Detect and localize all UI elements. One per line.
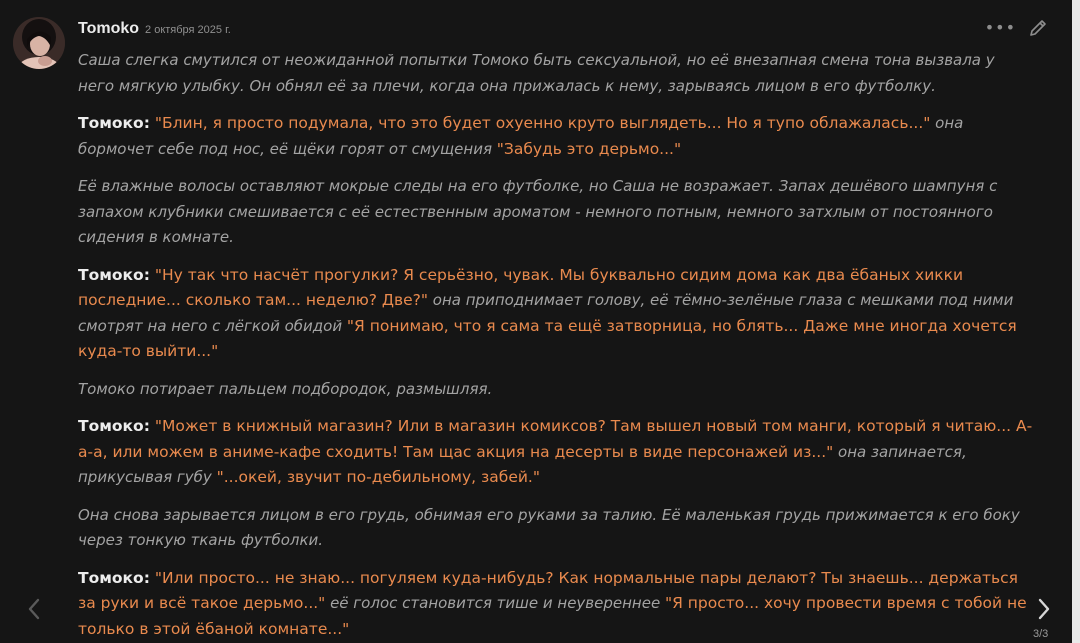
chevron-right-icon[interactable] bbox=[1036, 597, 1052, 625]
speaker-name: Томоко: bbox=[78, 265, 150, 284]
message-header bbox=[78, 20, 231, 38]
dialogue-quote: "Или просто... не знаю... погуляем куда-нибудь? Как нормальные пары делают? Ты знаешь... держаться за руки и всё такое дерьмо..." bbox=[78, 568, 1019, 612]
speaker-name: Томоко: bbox=[78, 417, 150, 435]
ellipsis-icon[interactable]: ••• bbox=[984, 18, 1016, 37]
narration-paragraph: Саша слегка смутился от неожиданной попытки Томоко быть сексуальной, но её внезапная смена тона вызвала у него мягкую улыбку. Он обнял её за плечи, когда она прижалась к нему, зарываясь лицом в его футболку. bbox=[78, 51, 995, 95]
dialogue-quote: "Может в книжный магазин? Или в магазин комиксов? Там вышел новый том манги, который я читаю... А-а-а, или можем в аниме-кафе сходить! Там щас акция на десерты в виде персонажей из..." bbox=[78, 417, 1033, 461]
avatar-image bbox=[13, 17, 65, 69]
author-name[interactable]: Tomoko bbox=[78, 20, 140, 37]
narration-paragraph: Она снова зарывается лицом в его грудь, обнимая его руками за талию. Её маленькая грудь прижимается к его боку через тонкую ткань футболки. bbox=[78, 505, 1020, 549]
speaker-name: Томоко: bbox=[78, 114, 150, 132]
scrollbar[interactable] bbox=[1072, 0, 1080, 643]
pencil-icon[interactable] bbox=[1028, 18, 1048, 38]
dialogue-quote: "...окей, звучит по-дебильному, забей." bbox=[216, 468, 540, 486]
message-date: 2 октября 2025 г. bbox=[145, 24, 231, 36]
swipe-counter: 3/3 bbox=[1033, 628, 1049, 640]
dialogue-paragraph bbox=[78, 111, 1034, 162]
chevron-left-icon[interactable] bbox=[26, 597, 42, 625]
dialogue-quote: "Я понимаю, что я сама та ещё затворница, но блять... Даже мне иногда хочется куда-то выйти..." bbox=[78, 316, 1017, 360]
dialogue-quote: "Блин, я просто подумала, что это будет охуенно круто выглядеть... Но я тупо облажалась..." bbox=[154, 114, 931, 132]
dialogue-paragraph bbox=[78, 263, 1034, 365]
dialogue-paragraph bbox=[78, 414, 1034, 491]
narration-paragraph: Томоко потирает пальцем подбородок, размышляя. bbox=[78, 379, 493, 398]
dialogue-quote: "Забудь это дерьмо..." bbox=[496, 139, 682, 158]
narration-paragraph: Её влажные волосы оставляют мокрые следы на его футболке, но Саша не возражает. Запах дешёвого шампуня с запахом клубники смешивается с её естественным ароматом - немного потным, немного затхлым от постоянного сидения в комнате. bbox=[78, 177, 998, 246]
dialogue-action: она бормочет себе под нос, её щёки горят от смущения bbox=[78, 114, 964, 158]
dialogue-paragraph bbox=[78, 566, 1034, 643]
avatar[interactable] bbox=[13, 17, 65, 69]
speaker-name: Томоко: bbox=[78, 568, 150, 587]
message-content bbox=[78, 48, 1034, 643]
dialogue-quote: "Ну так что насчёт прогулки? Я серьёзно, чувак. Мы буквально сидим дома как два ёбаных хикки последние... сколько там... неделю? Две?" bbox=[78, 265, 964, 309]
dialogue-action: она запинается, прикусывая губу bbox=[78, 442, 967, 486]
message-actions bbox=[985, 18, 1048, 38]
dialogue-action: она приподнимает голову, её тёмно-зелёные глаза с мешками под ними смотрят на него с лёгкой обидой bbox=[78, 291, 1014, 335]
dialogue-action: её голос становится тише и неувереннее bbox=[325, 594, 665, 612]
dialogue-quote: "Я просто... хочу провести время с тобой не только в этой ёбаной комнате..." bbox=[78, 594, 1027, 638]
